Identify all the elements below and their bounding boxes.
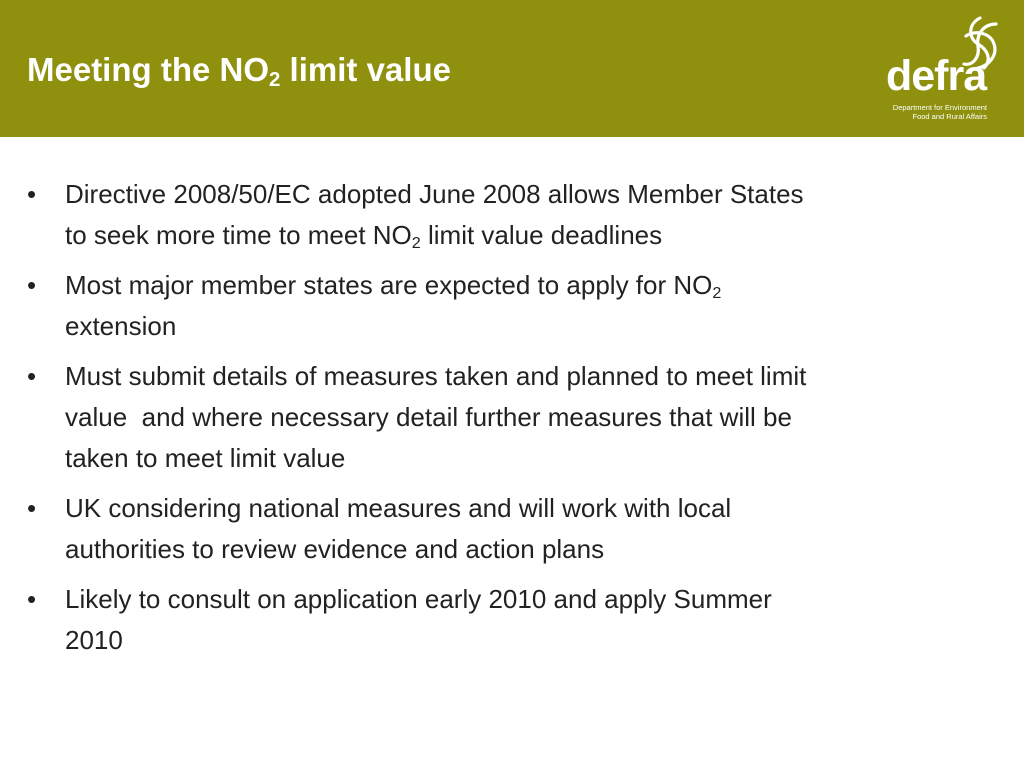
bullet-item (27, 356, 977, 479)
bullet-line (65, 579, 977, 620)
dept-line-2: Food and Rural Affairs (912, 112, 987, 121)
slide-title (27, 50, 451, 90)
text-segment: value and where necessary detail further measures that will be (65, 402, 792, 432)
bullet-line (65, 438, 977, 479)
bullet-symbol: • (27, 270, 37, 300)
bullet-symbol: • (27, 493, 37, 523)
bullet-item (27, 174, 977, 256)
text-segment: Must submit details of measures taken and planned to meet limit (65, 361, 807, 391)
bullet-line (65, 397, 977, 438)
bullet-text (65, 265, 977, 347)
text-segment: authorities to review evidence and action plans (65, 534, 605, 564)
text-segment: UK considering national measures and will work with local (65, 493, 732, 523)
bullet-line (65, 620, 977, 661)
text-segment: limit value deadlines (420, 220, 663, 250)
text-segment: Likely to consult on application early 2010 and apply Summer (65, 584, 772, 614)
bullet-text (65, 488, 977, 570)
bullet-line (65, 215, 977, 256)
bullet-line (65, 174, 977, 215)
title-subscript: 2 (269, 68, 281, 92)
text-segment: Directive 2008/50/EC adopted June 2008 allows Member States (65, 179, 804, 209)
bullet-list (27, 174, 977, 670)
subscript: 2 (712, 284, 722, 303)
header-banner (0, 0, 1024, 137)
logo-wordmark: defra (886, 52, 987, 100)
bullet-text (65, 579, 977, 661)
bullet-item (27, 488, 977, 570)
title-prefix: Meeting the NO (27, 51, 270, 88)
logo-department-name (893, 103, 987, 121)
title-suffix: limit value (280, 51, 451, 88)
bullet-line (65, 306, 977, 347)
dept-line-1: Department for Environment (892, 103, 987, 112)
bullet-line (65, 488, 977, 529)
bullet-text (65, 174, 977, 256)
text-segment: extension (65, 311, 177, 341)
bullet-line (65, 529, 977, 570)
text-segment: taken to meet limit value (65, 443, 346, 473)
text-segment: to seek more time to meet NO (65, 220, 412, 250)
bullet-symbol: • (27, 584, 37, 614)
subscript: 2 (411, 234, 421, 253)
defra-logo (884, 14, 1004, 124)
text-segment: Most major member states are expected to apply for NO (65, 270, 713, 300)
bullet-text (65, 356, 977, 479)
bullet-item (27, 579, 977, 661)
bullet-line (65, 265, 977, 306)
bullet-line (65, 356, 977, 397)
text-segment: 2010 (65, 625, 123, 655)
bullet-symbol: • (27, 179, 37, 209)
bullet-item (27, 265, 977, 347)
bullet-symbol: • (27, 361, 37, 391)
